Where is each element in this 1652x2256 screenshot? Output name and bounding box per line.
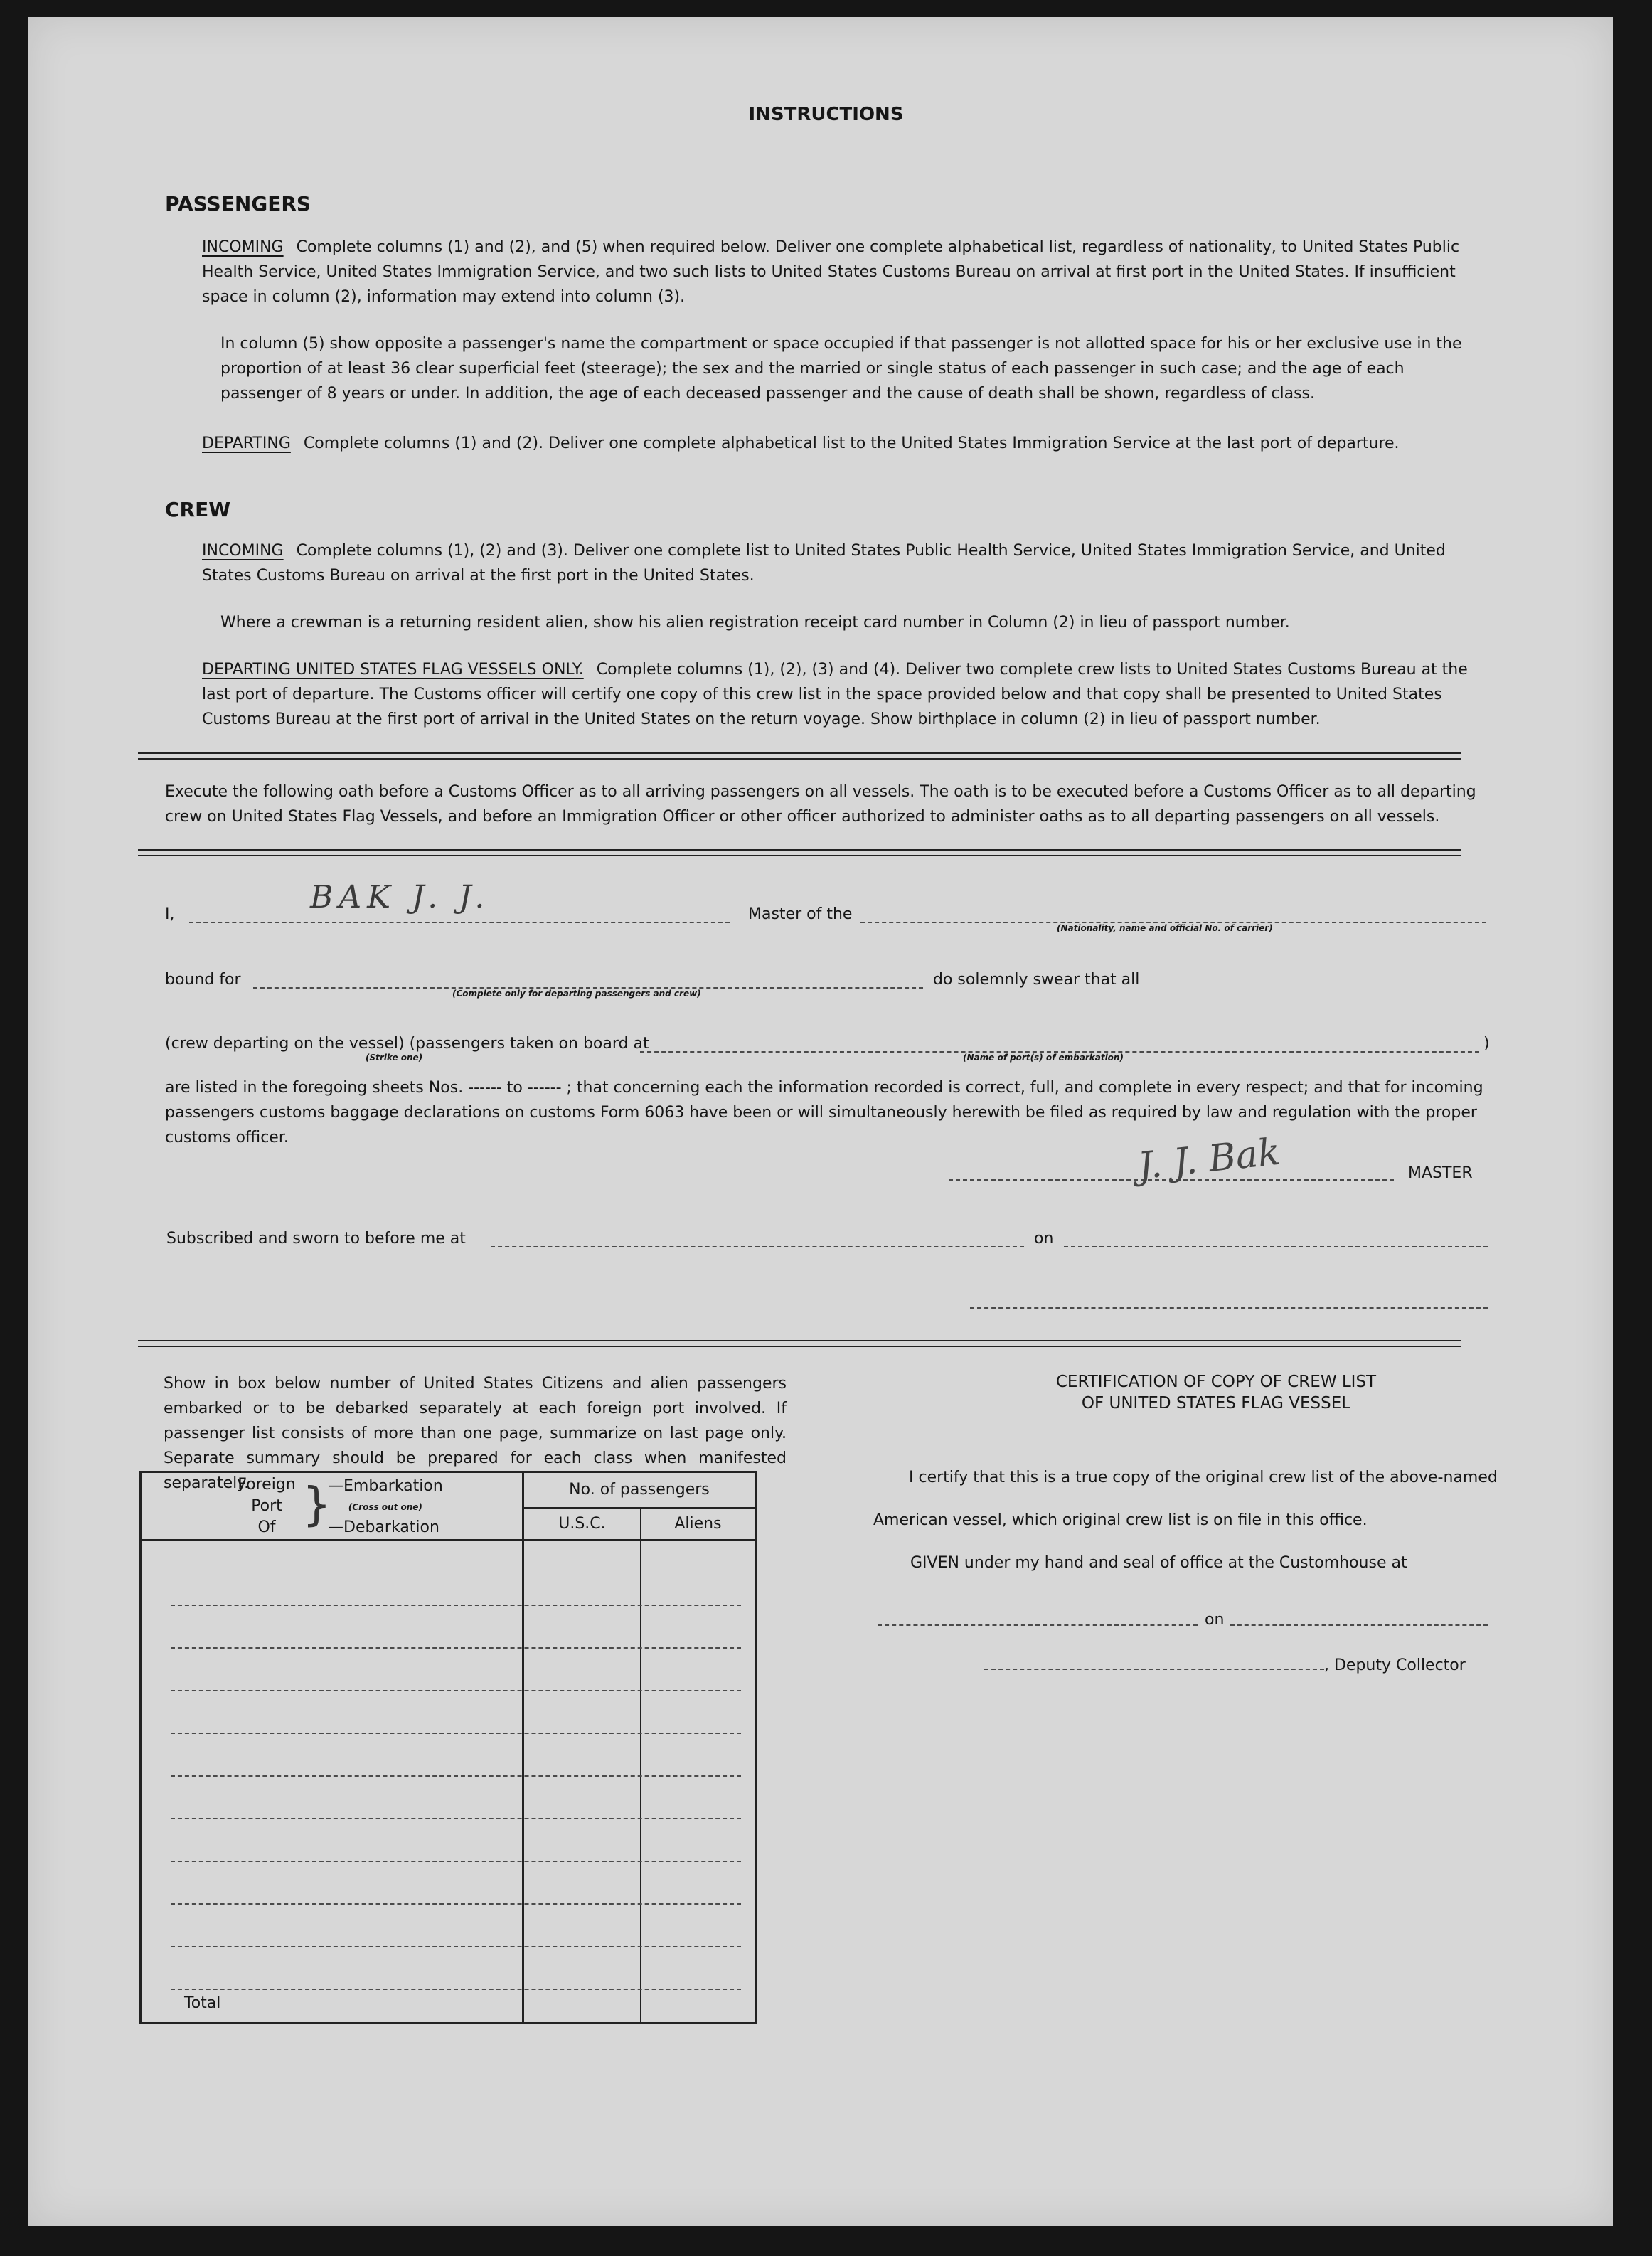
table-row[interactable] (171, 1861, 741, 1862)
oath-intro: Execute the following oath before a Customs Officer as to all arriving passengers on all vessels. The oath is to be executed before a Customs Officer as to all departing crew on United States Flag Vessels, and before an Immigration Officer or other officer authorized to administer oaths as to all departing passengers on all vessels. (165, 783, 1476, 826)
oath-listed-paragraph: are listed in the foregoing sheets Nos. ------ to ------ ; that concerning each the information recorded is correct, full, and complete in every respect; and that for incoming passengers customs baggage declarations on customs Form 6063 have been or will simultaneously herewith be filed as required by law and regulation with the proper customs officer. (165, 1079, 1483, 1146)
master-name-field[interactable] (189, 922, 730, 923)
given-text: GIVEN under my hand and seal of office at the Customhouse at (910, 1554, 1407, 1572)
page-title: INSTRUCTIONS (748, 104, 904, 125)
table-row[interactable] (171, 1775, 741, 1777)
total-label: Total (184, 1994, 221, 2012)
deputy-collector-signature-field[interactable] (984, 1669, 1324, 1670)
table-row[interactable] (171, 1647, 741, 1649)
passengers-incoming-paragraph (202, 235, 1486, 309)
of-label: Of (257, 1518, 276, 1536)
table-row[interactable] (171, 1946, 741, 1947)
close-paren: ) (1483, 1035, 1490, 1053)
cross-out-caption: (Cross out one) (348, 1502, 422, 1512)
section-divider (138, 1340, 1461, 1347)
certify-line1: I certify that this is a true copy of the original crew list of the above-named (909, 1469, 1498, 1486)
crew-departing-on-label: (crew departing on the vessel) (passengers taken on board at (165, 1035, 649, 1053)
port-label: Port (251, 1497, 282, 1515)
customhouse-field[interactable] (878, 1624, 1198, 1626)
certification-heading-line2: OF UNITED STATES FLAG VESSEL (1081, 1394, 1351, 1412)
table-row[interactable] (171, 1989, 741, 1990)
passengers-heading: PASSENGERS (165, 192, 311, 216)
crew-departing-paragraph (202, 657, 1486, 732)
passengers-incoming-text: Complete columns (1) and (2), and (5) when required below. Deliver one complete alphabetical list, regardless of nationality, to United States Public Health Service, United States Immigration Service, and two such lists to United States Customs Bureau on arrival at first port in the United States. If insufficient space in column (2), information may extend into column (3). (202, 238, 1460, 306)
certification-heading-line1: CERTIFICATION OF COPY OF CREW LIST (1055, 1373, 1377, 1391)
swear-label: do solemnly swear that all (933, 971, 1140, 989)
port-column (141, 1541, 523, 2023)
table-row[interactable] (171, 1605, 741, 1606)
foreign-port-header: Foreign Port Of } —Embarkation (Cross out one) —Debarkation (141, 1472, 523, 1541)
section-divider (138, 752, 1461, 760)
table-row[interactable] (171, 1733, 741, 1734)
sworn-date-field[interactable] (1064, 1246, 1488, 1247)
sworn-on-label: on (1034, 1230, 1054, 1247)
certification-date-field[interactable] (1230, 1624, 1488, 1626)
nationality-caption: (Nationality, name and official No. of carrier) (1057, 923, 1273, 933)
crew-incoming-paragraph (202, 538, 1486, 588)
aliens-header: Aliens (641, 1508, 756, 1541)
usc-header: U.S.C. (523, 1508, 641, 1541)
certification-heading (910, 1371, 1522, 1414)
passenger-summary-table (139, 1471, 757, 2024)
passengers-incoming-label: INCOMING (202, 238, 284, 256)
passengers-departing-paragraph (202, 431, 1486, 456)
master-name-handwritten: BAK J. J. (310, 879, 491, 915)
master-label: MASTER (1408, 1164, 1473, 1182)
sworn-place-field[interactable] (491, 1246, 1024, 1247)
certify-line2: American vessel, which original crew list is on file in this office. (873, 1511, 1368, 1529)
master-of-label: Master of the (748, 905, 853, 923)
aliens-column (641, 1541, 756, 2023)
deputy-collector-label: , Deputy Collector (1324, 1656, 1466, 1674)
debarkation-option[interactable]: —Debarkation (328, 1518, 439, 1536)
oath-i-label: I, (165, 905, 175, 923)
crew-departing-text: Complete columns (1), (2), (3) and (4). Deliver two complete crew lists to United States Customs Bureau at the last port of departure. The Customs officer will certify one copy of this crew list in the space provided below and that copy shall be presented to United States Customs Bureau at the first port of arrival in the United States on the return voyage. Show birthplace in column (2) in lieu of passport number. (202, 661, 1468, 728)
ports-caption: (Name of port(s) of embarkation) (963, 1053, 1124, 1063)
no-of-passengers-header: No. of passengers (523, 1472, 755, 1508)
table-row[interactable] (171, 1818, 741, 1819)
crew-incoming-label: INCOMING (202, 542, 284, 560)
table-row[interactable] (171, 1903, 741, 1905)
embarkation-option[interactable]: —Embarkation (328, 1477, 443, 1495)
subscribed-label: Subscribed and sworn to before me at (166, 1230, 466, 1247)
officer-signature-line[interactable] (970, 1307, 1488, 1309)
certification-on-label: on (1205, 1611, 1225, 1629)
crew-incoming-text: Complete columns (1), (2) and (3). Deliver one complete list to United States Public Health Service, United States Immigration Service, and United States Customs Bureau on arrival at the first port in the United States. (202, 542, 1446, 585)
table-row[interactable] (171, 1690, 741, 1691)
summary-note: Show in box below number of United States Citizens and alien passengers embarked or to be debarked separately at each foreign port involved. If passenger list consists of more than one page, summarize on last page only. Separate summary should be prepared for each class when manifested separately. (164, 1375, 787, 1492)
crew-heading: CREW (165, 498, 231, 521)
foreign-label: Foreign (238, 1476, 296, 1494)
crew-alien-paragraph: Where a crewman is a returning resident alien, show his alien registration receipt card number in Column (2) in lieu of passport number. (220, 614, 1290, 632)
passengers-departing-text: Complete columns (1) and (2). Deliver one complete alphabetical list to the United States Immigration Service at the last port of departure. (303, 435, 1400, 452)
master-signature: J. J. Bak (1136, 1130, 1283, 1188)
passengers-column5-paragraph: In column (5) show opposite a passenger's name the compartment or space occupied if that passenger is not allotted space for his or her exclusive use in the proportion of at least 36 clear superficial feet (steerage); the sex and the married or single status of each passenger in such case; and the age of each passenger of 8 years or under. In addition, the age of each deceased passenger and the cause of death shall be shown, regardless of class. (220, 335, 1462, 403)
strike-one-caption: (Strike one) (366, 1053, 423, 1063)
bound-for-label: bound for (165, 971, 241, 989)
section-divider (138, 849, 1461, 856)
crew-departing-label: DEPARTING UNITED STATES FLAG VESSELS ONLY. (202, 661, 584, 679)
passengers-departing-label: DEPARTING (202, 435, 291, 452)
bound-for-caption: (Complete only for departing passengers and crew) (452, 989, 701, 999)
usc-column (523, 1541, 641, 2023)
